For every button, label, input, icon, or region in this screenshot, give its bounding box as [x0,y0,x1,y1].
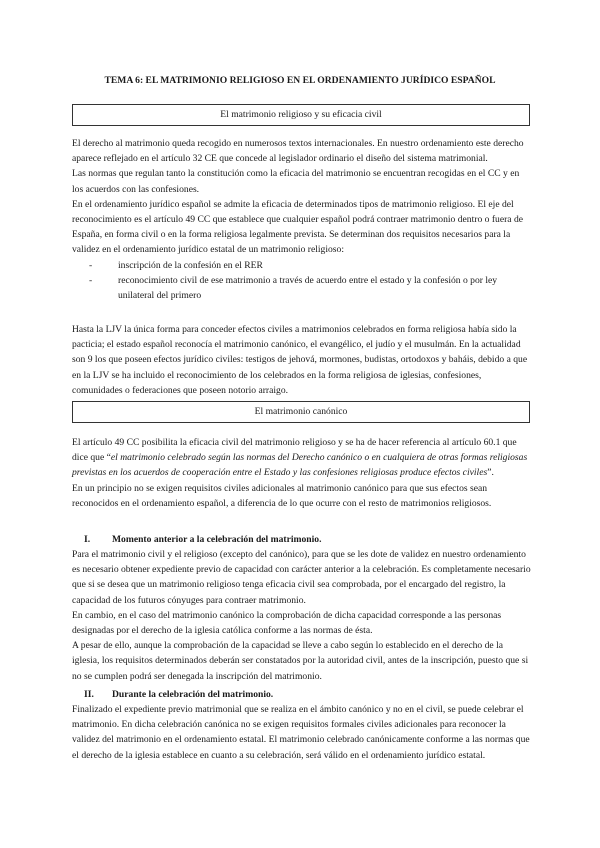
section-body [72,702,532,763]
paragraph: El artículo 49 CC posibilita la eficacia civil del matrimonio religioso y se ha de hacer referencia al artículo 60.1 que dice que “el matrimonio celebrado según las normas del Derecho canónico o en cualquiera de otras formas religiosas previstas en los acuerdos de cooperación entre el Estado y las confesiones religiosas produce efectos civiles”. [72,437,528,479]
subsection-number: II. [84,689,94,700]
section-heading-box: El matrimonio religioso y su eficacia civil [72,104,530,126]
subsection-heading: I. Momento anterior a la celebración del matrimonio. [84,532,322,547]
requirements-list [72,258,532,304]
paragraph: El derecho al matrimonio queda recogido en numerosos textos internacionales. En nuestro ordenamiento este derecho aparece reflejado en el artículo 32 CE que concede al legislador ordinario el diseño del sistema matrimonial. [72,138,524,165]
subsection-number: I. [84,534,91,545]
paragraph: Para el matrimonio civil y el religioso (excepto del canónico), para que se les dote de validez en nuestro ordenamiento es necesario obtener expediente previo de capacidad con carácter anterior a la celebración. Es completamente necesario que si se desea que un matrimonio religioso tenga eficacia civil sea comprobada, por el encargado del registro, la capacidad de los futuros cónyuges para contraer matrimonio. [72,549,531,606]
document-title: TEMA 6: EL MATRIMONIO RELIGIOSO EN EL ORDENAMIENTO JURÍDICO ESPAÑOL [104,75,496,86]
paragraph: En un principio no se exigen requisitos civiles adicionales al matrimonio canónico para que sus efectos sean reconocidos en el ordenamiento español, a diferencia de lo que ocurre con el resto de matrimonios religiosos. [72,482,492,509]
section-heading-box: El matrimonio canónico [72,401,530,423]
legal-quote: el matrimonio celebrado según las normas del Derecho canónico o en cualquiera de otras formas religiosas previstas en los acuerdos de cooperación entre el Estado y las confesiones religiosas produce efectos civiles [72,452,528,479]
paragraph: A pesar de ello, aunque la comprobación de la capacidad se lleve a cabo según lo establecido en el derecho de la iglesia, los requisitos determinados deberán ser constatados por la autoridad civil, antes de la inscripción, puesto que si no se cumplen podrá ser denegada la inscripción del matrimonio. [72,640,529,682]
subsection-heading: II. Durante la celebración del matrimonio. [84,687,273,702]
list-item: - reconocimiento civil de ese matrimonio a través de acuerdo entre el estado y la confesión o por ley unilateral del primero [89,274,498,302]
section-body [72,547,532,684]
paragraph: Finalizado el expediente previo matrimonial que se realiza en el ámbito canónico y no en el civil, se puede celebrar el matrimonio. En dicha celebración canónica no se exigen requisitos formales civiles adicionales para reconocer la validez del matrimonio en el ordenamiento estatal. El matrimonio celebrado canónicamente conforme a las normas que el derecho de la iglesia establece en cuanto a su celebración, será válido en el ordenamiento jurídico estatal. [72,704,530,761]
paragraph: En cambio, en el caso del matrimonio canónico la comprobación de dicha capacidad corresponde a las personas designadas por el derecho de la iglesia católica conforme a las normas de ésta. [72,609,502,637]
dash-bullet: - [89,259,93,271]
section-body [72,136,532,303]
dash-bullet: - [89,274,93,286]
paragraph: Hasta la LJV la única forma para conceder efectos civiles a matrimonios celebrados en forma religiosa había sido la pacticia; el estado español reconocía el matrimonio canónico, el evangélico, el judío y el musulmán. En la actualidad son 9 los que poseen efectos jurídico civiles: testigos de jehová, mormones, budistas, ortodoxos y baháis, debido a que en la LJV se ha incluido el reconocimiento de los celebrados en la forma religiosa de iglesias, confesiones, comunidades o federaciones que poseen notorio arraigo. [72,324,528,396]
section-body [72,435,532,511]
section-body [72,322,532,398]
paragraph: Las normas que regulan tanto la constitución como la eficacia del matrimonio se encuentran recogidas en el CC y en los acuerdos con las confesiones. [72,168,520,195]
paragraph: En el ordenamiento jurídico español se admite la eficacia de determinados tipos de matrimonio religioso. El eje del reconocimiento es el artículo 49 CC que establece que cualquier español podrá contraer matrimonio dentro o fuera de España, en forma civil o en la forma religiosa legalmente prevista. Se determinan dos requisitos necesarios para la validez en el ordenamiento jurídico estatal de un matrimonio religioso: [72,198,523,256]
list-item: - inscripción de la confesión en el RER [72,258,532,273]
